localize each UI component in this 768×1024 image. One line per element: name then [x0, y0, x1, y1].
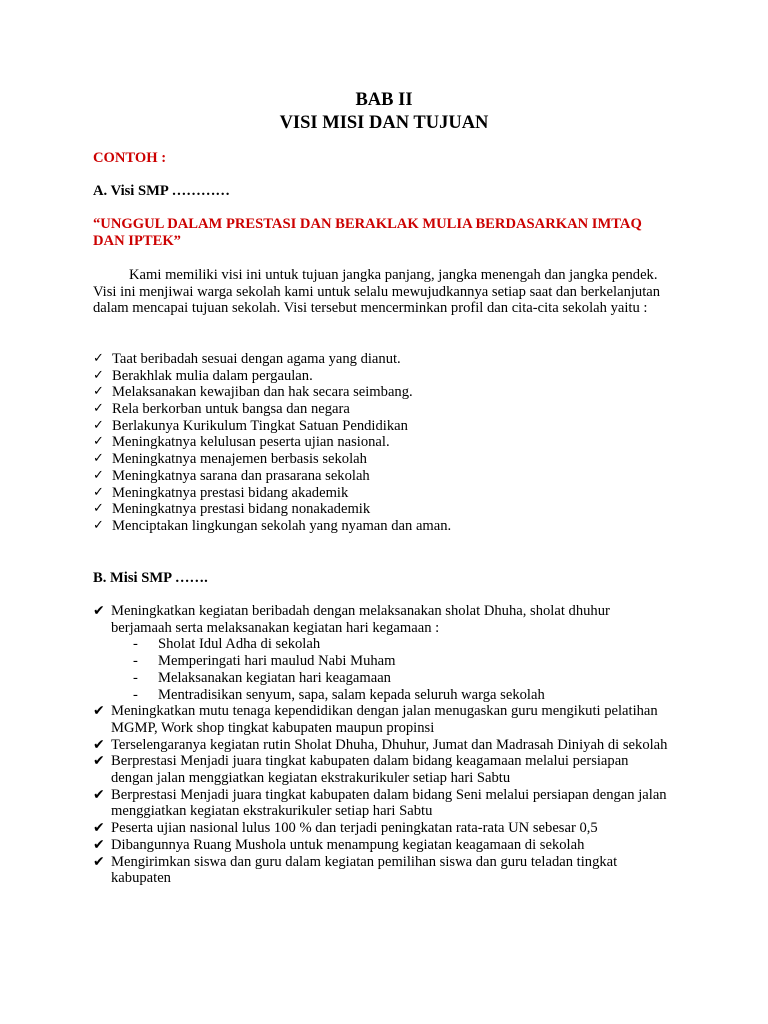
visi-list-item: [93, 451, 673, 468]
misi-list-item: [93, 820, 673, 837]
checkmark-icon: ✓: [93, 467, 104, 483]
misi-list-item: [93, 753, 673, 786]
misi-sub-item-text: Sholat Idul Adha di sekolah: [158, 636, 321, 653]
visi-checklist: [93, 351, 673, 535]
visi-list-item-text: Berakhlak mulia dalam pergaulan.: [112, 367, 313, 384]
misi-sub-list: [111, 636, 673, 703]
dash-bullet-icon: -: [133, 653, 138, 670]
checkmark-icon: ✓: [93, 517, 104, 533]
misi-sub-item-text: Mentradisikan senyum, sapa, salam kepada seluruh warga sekolah: [158, 686, 545, 703]
misi-sub-item: [129, 670, 673, 687]
visi-list-item: [93, 468, 673, 485]
checkmark-icon: ✓: [93, 451, 104, 467]
visi-list-item: [93, 368, 673, 385]
chapter-title: VISI MISI DAN TUJUAN: [279, 113, 489, 133]
example-label: CONTOH :: [93, 150, 167, 166]
checkmark-icon: ✓: [93, 351, 104, 366]
misi-list-item-text: Meningkatkan kegiatan beribadah dengan melaksanakan sholat Dhuha, sholat dhuhur berjamaah serta melaksanakan kegiatan hari kegamaan :: [111, 603, 610, 636]
visi-list-item: [93, 501, 673, 518]
checkmark-icon: ✓: [93, 501, 104, 517]
dash-bullet-icon: -: [133, 636, 138, 653]
chapter-number: BAB II: [355, 90, 413, 110]
misi-list-item-text: Peserta ujian nasional lulus 100 % dan terjadi peningkatan rata-rata UN sebesar 0,5: [111, 820, 598, 837]
visi-list-item-text: Meningkatnya prestasi bidang akademik: [112, 484, 349, 501]
checkmark-icon: ✔: [93, 703, 105, 720]
checkmark-icon: ✓: [93, 384, 104, 400]
checkmark-icon: ✓: [93, 367, 104, 383]
visi-list-item: [93, 401, 673, 418]
visi-list-item-text: Taat beribadah sesuai dengan agama yang dianut.: [112, 351, 401, 367]
visi-list-item-text: Menciptakan lingkungan sekolah yang nyaman dan aman.: [112, 517, 452, 534]
visi-paragraph-text: Kami memiliki visi ini untuk tujuan jangka panjang, jangka menengah dan jangka pendek. Visi ini menjiwai warga sekolah kami untuk selalu mewujudkannya setiap saat dan berkelanjutan dalam mencapai tujuan sekolah. Visi tersebut mencerminkan profil dan cita-cita sekolah yaitu :: [93, 267, 661, 317]
misi-sub-item: [129, 636, 673, 653]
misi-heading: B. Misi SMP …….: [93, 570, 208, 586]
misi-sub-item: [129, 653, 673, 670]
dash-bullet-icon: -: [133, 669, 138, 686]
dash-bullet-icon: -: [133, 686, 138, 703]
misi-sub-item: [129, 687, 673, 704]
visi-list-item: [93, 351, 673, 368]
misi-list-item: [93, 603, 673, 703]
visi-list-item-text: Melaksanakan kewajiban dan hak secara seimbang.: [112, 384, 413, 401]
visi-list-item: [93, 418, 673, 435]
visi-list-item: [93, 485, 673, 502]
misi-list-item-text: Mengirimkan siswa dan guru dalam kegiatan pemilihan siswa dan guru teladan tingkat kabupaten: [111, 853, 618, 887]
checkmark-icon: ✔: [93, 786, 105, 803]
visi-list-item-text: Meningkatnya prestasi bidang nonakademik: [112, 501, 371, 518]
checkmark-icon: ✓: [93, 401, 104, 417]
misi-sub-item-text: Melaksanakan kegiatan hari keagamaan: [158, 669, 391, 686]
misi-list-item-text: Berprestasi Menjadi juara tingkat kabupaten dalam bidang Seni melalui persiapan dengan jalan menggiatkan kegiatan ekstrakurikuler setiap hari Sabtu: [111, 786, 667, 820]
visi-list-item-text: Meningkatnya menajemen berbasis sekolah: [112, 451, 367, 468]
visi-list-item: [93, 518, 673, 535]
misi-list-item: [93, 854, 673, 887]
misi-list-item: [93, 737, 673, 754]
misi-list-item-text: Meningkatkan mutu tenaga kependidikan dengan jalan menugaskan guru mengikuti pelatihan MGMP, Work shop tingkat kabupaten maupun propinsi: [111, 703, 658, 736]
visi-motto: “UNGGUL DALAM PRESTASI DAN BERAKLAK MULIA BERDASARKAN IMTAQ DAN IPTEK”: [93, 216, 642, 249]
checkmark-icon: ✔: [93, 753, 105, 770]
checkmark-icon: ✔: [93, 836, 105, 853]
visi-list-item: [93, 434, 673, 451]
misi-checklist: [93, 603, 673, 887]
visi-list-item-text: Rela berkorban untuk bangsa dan negara: [112, 401, 350, 418]
misi-list-item-text: Terselengaranya kegiatan rutin Sholat Dhuha, Dhuhur, Jumat dan Madrasah Diniyah di sekolah: [111, 736, 668, 753]
checkmark-icon: ✔: [93, 736, 105, 753]
checkmark-icon: ✓: [93, 434, 104, 450]
visi-paragraph: [93, 267, 668, 317]
checkmark-icon: ✔: [93, 820, 105, 837]
misi-list-item-text: Berprestasi Menjadi juara tingkat kabupaten dalam bidang keagamaan melalui persiapan dengan jalan menggiatkan kegiatan ekstrakurikuler setiap hari Sabtu: [111, 753, 629, 787]
checkmark-icon: ✓: [93, 417, 104, 433]
visi-list-item-text: Meningkatnya sarana dan prasarana sekolah: [112, 467, 370, 484]
misi-list-item: [93, 787, 673, 820]
checkmark-icon: ✔: [93, 853, 105, 870]
checkmark-icon: ✓: [93, 484, 104, 500]
visi-heading: A. Visi SMP …………: [93, 183, 231, 199]
checkmark-icon: ✔: [93, 603, 105, 619]
misi-list-item: [93, 703, 673, 736]
visi-list-item-text: Berlakunya Kurikulum Tingkat Satuan Pendidikan: [112, 417, 408, 434]
misi-list-item-text: Dibangunnya Ruang Mushola untuk menampung kegiatan keagamaan di sekolah: [111, 836, 585, 853]
misi-list-item: [93, 837, 673, 854]
misi-sub-item-text: Memperingati hari maulud Nabi Muham: [158, 653, 396, 670]
visi-list-item-text: Meningkatnya kelulusan peserta ujian nasional.: [112, 434, 390, 451]
visi-list-item: [93, 384, 673, 401]
